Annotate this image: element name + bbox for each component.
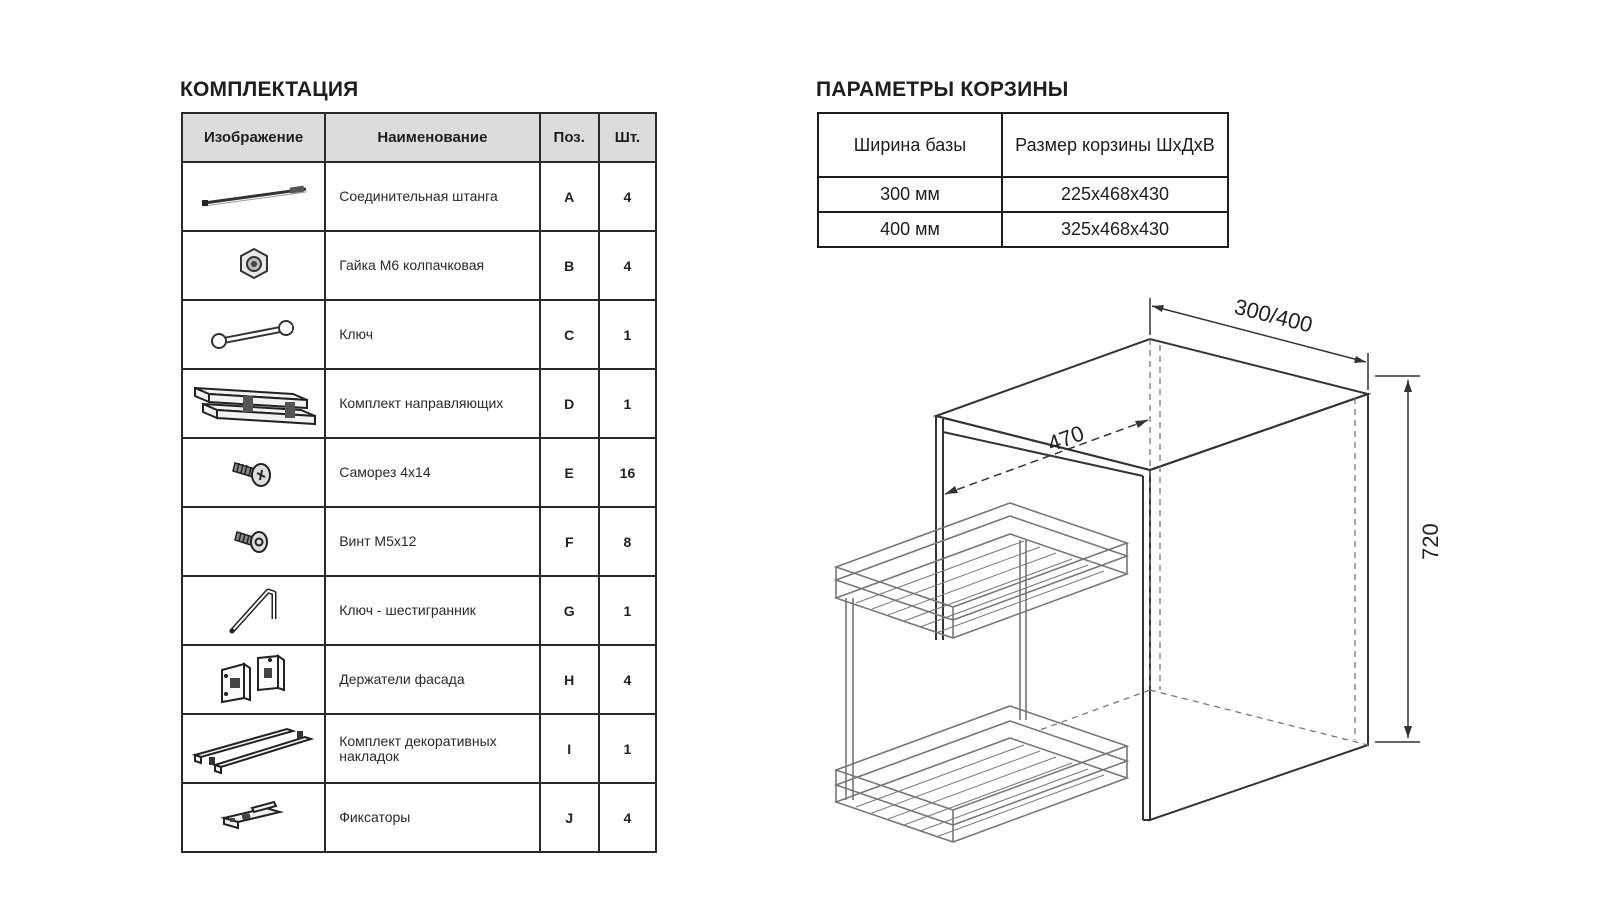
params-header-row: [818, 113, 1228, 177]
item-pos: F: [540, 507, 599, 576]
item-qty: 16: [599, 438, 656, 507]
table-row: [182, 645, 656, 714]
header-name: Наименование: [325, 113, 539, 162]
table-row: [182, 783, 656, 852]
height-dimension-label: 720: [1418, 523, 1443, 560]
cap-nut-icon: [182, 231, 325, 300]
item-qty: 4: [599, 231, 656, 300]
basket-bottom: [836, 706, 1127, 842]
header-pos: Поз.: [540, 113, 599, 162]
hidden-edges: [1040, 339, 1368, 745]
cabinet-outline: [936, 339, 1368, 820]
params-table: [817, 112, 1229, 248]
base-width-cell: 300 мм: [818, 177, 1002, 212]
table-row: [182, 162, 656, 231]
header-basket-size: Размер корзины ШхДхВ: [1002, 113, 1228, 177]
table-row: [182, 231, 656, 300]
item-pos: C: [540, 300, 599, 369]
item-name: Винт М5х12: [325, 507, 539, 576]
item-name: Фиксаторы: [325, 783, 539, 852]
table-row: [818, 177, 1228, 212]
kit-table: [181, 112, 657, 853]
table-row: [182, 438, 656, 507]
base-width-cell: 400 мм: [818, 212, 1002, 247]
wrench-icon: [182, 300, 325, 369]
depth-dimension-label: 470: [1044, 420, 1088, 457]
screw-icon: [182, 438, 325, 507]
item-pos: I: [540, 714, 599, 783]
header-base-width: Ширина базы: [818, 113, 1002, 177]
cabinet-diagram: [820, 280, 1443, 840]
hex-key-icon: [182, 576, 325, 645]
width-dimension-label: 300/400: [1231, 293, 1316, 338]
item-pos: D: [540, 369, 599, 438]
params-title: ПАРАМЕТРЫ КОРЗИНЫ: [816, 78, 1069, 101]
kit-title: КОМПЛЕКТАЦИЯ: [180, 78, 359, 101]
item-name: Комплект направляющих: [325, 369, 539, 438]
clip-icon: [182, 783, 325, 852]
rod-icon: [182, 162, 325, 231]
bolt-icon: [182, 507, 325, 576]
item-name: Держатели фасада: [325, 645, 539, 714]
item-pos: B: [540, 231, 599, 300]
item-pos: J: [540, 783, 599, 852]
table-row: [182, 369, 656, 438]
table-row: [182, 300, 656, 369]
trim-kit-icon: [182, 714, 325, 783]
item-pos: G: [540, 576, 599, 645]
arrowheads: [945, 305, 1412, 738]
item-qty: 4: [599, 783, 656, 852]
item-name: Комплект декоративных накладок: [325, 714, 539, 783]
slide-rails-icon: [182, 369, 325, 438]
item-qty: 4: [599, 645, 656, 714]
item-name: Соединительная штанга: [325, 162, 539, 231]
depth-dimension: [945, 420, 1148, 494]
basket-size-cell: 225х468х430: [1002, 177, 1228, 212]
item-qty: 1: [599, 300, 656, 369]
item-qty: 4: [599, 162, 656, 231]
item-name: Саморез 4х14: [325, 438, 539, 507]
kit-header-row: [182, 113, 656, 162]
table-row: [182, 507, 656, 576]
item-qty: 1: [599, 714, 656, 783]
header-image: Изображение: [182, 113, 325, 162]
table-row: [182, 576, 656, 645]
front-holder-icon: [182, 645, 325, 714]
item-name: Ключ - шестигранник: [325, 576, 539, 645]
table-row: [182, 714, 656, 783]
item-name: Гайка М6 колпачковая: [325, 231, 539, 300]
item-qty: 1: [599, 369, 656, 438]
table-row: [818, 212, 1228, 247]
dimension-lines: [1150, 298, 1420, 742]
item-pos: H: [540, 645, 599, 714]
item-name: Ключ: [325, 300, 539, 369]
item-pos: E: [540, 438, 599, 507]
item-qty: 8: [599, 507, 656, 576]
header-qty: Шт.: [599, 113, 656, 162]
item-pos: A: [540, 162, 599, 231]
item-qty: 1: [599, 576, 656, 645]
basket-top: [836, 503, 1127, 638]
basket-size-cell: 325х468х430: [1002, 212, 1228, 247]
